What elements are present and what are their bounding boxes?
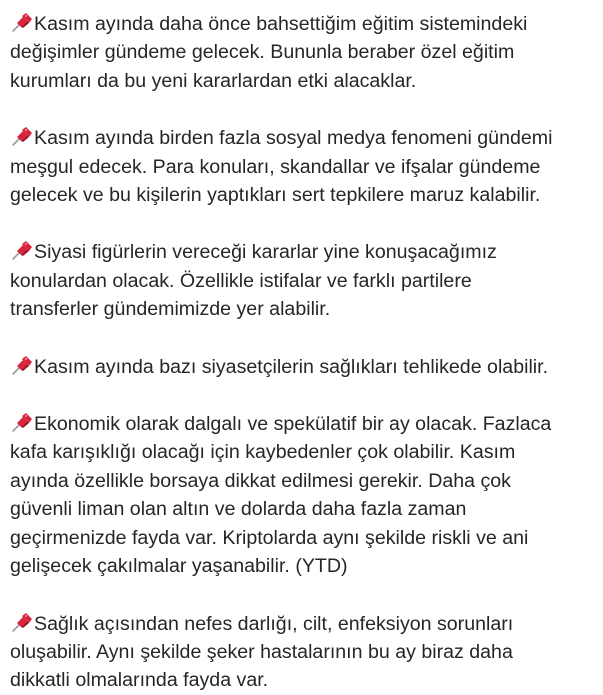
paragraph-line: konulardan olacak. Özellikle istifalar ve farklı partilere (10, 269, 472, 292)
post-body (10, 10, 595, 695)
paragraph-line: Kasım ayında bazı siyasetçilerin sağlıkları tehlikede olabilir. (34, 355, 549, 378)
paragraph-line: Kasım ayında birden fazla sosyal medya fenomeni gündemi (34, 127, 553, 150)
paragraph-line: dikkatli olmalarında fayda var. (10, 669, 269, 692)
paragraph-line: meşgul edecek. Para konuları, skandallar ve ifşalar gündeme (10, 155, 541, 178)
paragraph-line: Ekonomik olarak dalgalı ve spekülatif bir ay olacak. Fazlaca (34, 413, 552, 436)
paragraph-education (10, 10, 595, 95)
paragraph-line: transferler gündemimizde yer alabilir. (10, 298, 331, 321)
paragraph-politics (10, 238, 595, 323)
paragraph-line: Kasım ayında daha önce bahsettiğim eğitim sistemindeki (34, 13, 528, 35)
paragraph-line: ayında özellikle borsaya dikkat edilmesi gerekir. Daha çok (10, 469, 511, 492)
paragraph-line: geçirmenizde fayda var. Kriptolarda aynı şekilde riskli ve ani (10, 526, 529, 549)
paragraph-politicians-health (10, 353, 595, 381)
pushpin-icon (10, 612, 33, 633)
pushpin-icon (10, 355, 33, 376)
pushpin-icon (10, 240, 33, 261)
paragraph-line: kafa karışıklığı olacağı için kaybedenler çok olabilir. Kasım (10, 441, 516, 464)
paragraph-social-media (10, 124, 595, 209)
paragraph-line: güvenli liman olan altın ve dolarda daha fazla zaman (10, 498, 467, 521)
pushpin-icon (10, 12, 33, 33)
pushpin-icon (10, 412, 33, 433)
paragraph-economy (10, 410, 595, 580)
paragraph-line: gelişecek çakılmalar yaşanabilir. (YTD) (10, 555, 348, 578)
paragraph-health (10, 610, 595, 695)
paragraph-line: oluşabilir. Aynı şekilde şeker hastalarının bu ay biraz daha (10, 640, 513, 663)
paragraph-line: kurumları da bu yeni kararlardan etki alacaklar. (10, 69, 417, 92)
paragraph-line: değişimler gündeme gelecek. Bununla beraber özel eğitim (10, 41, 515, 64)
paragraph-line: Siyasi figürlerin vereceği kararlar yine konuşacağımız (34, 241, 497, 264)
pushpin-icon (10, 126, 33, 147)
paragraph-line: Sağlık açısından nefes darlığı, cilt, enfeksiyon sorunları (34, 612, 514, 635)
paragraph-line: gelecek ve bu kişilerin yaptıkları sert tepkilere maruz kalabilir. (10, 184, 541, 207)
